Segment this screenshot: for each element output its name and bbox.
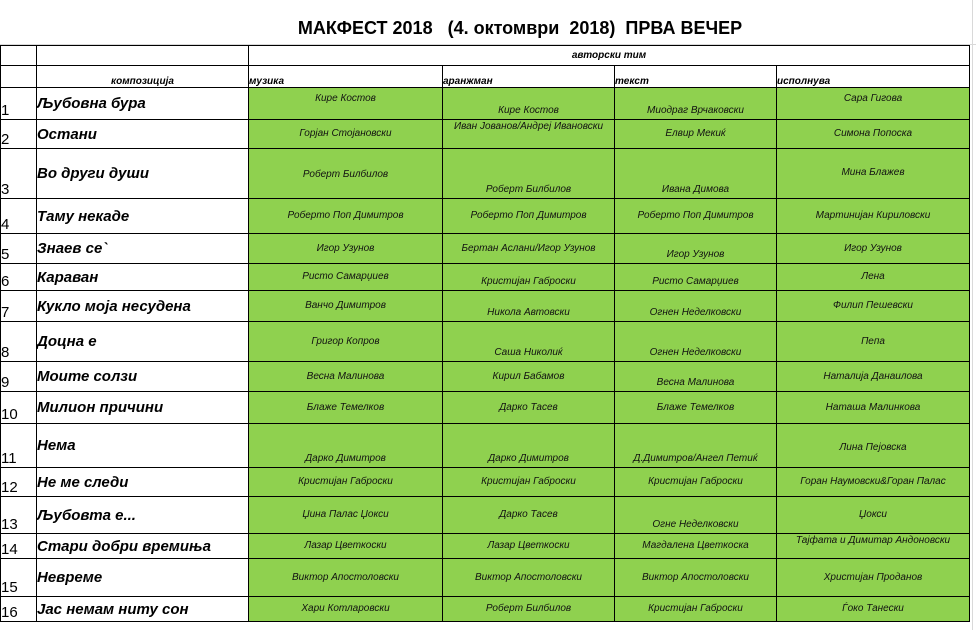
lyrics-cell[interactable]: Огне Неделковски bbox=[615, 497, 777, 534]
arrangement-cell[interactable]: Иван Јованов/Андреј Ивановски bbox=[443, 120, 615, 149]
table-row bbox=[1, 424, 970, 468]
lyrics-cell[interactable]: Ивана Димова bbox=[615, 149, 777, 199]
music-cell[interactable]: Блаже Темелков bbox=[249, 392, 443, 424]
performer-cell[interactable]: Пепа bbox=[777, 322, 970, 362]
row-number[interactable]: 8 bbox=[1, 322, 37, 362]
music-cell[interactable]: Дарко Димитров bbox=[249, 424, 443, 468]
performer-cell[interactable]: Наталија Данаилова bbox=[777, 362, 970, 392]
row-number[interactable]: 16 bbox=[1, 597, 37, 622]
table-row bbox=[1, 264, 970, 291]
row-number[interactable]: 14 bbox=[1, 534, 37, 559]
music-cell[interactable]: Виктор Апостоловски bbox=[249, 559, 443, 597]
row-number[interactable]: 9 bbox=[1, 362, 37, 392]
performer-cell[interactable]: Лена bbox=[777, 264, 970, 291]
song-title-cell[interactable]: Остани bbox=[37, 120, 249, 149]
song-title-cell[interactable]: Јас немам ниту сон bbox=[37, 597, 249, 622]
performer-cell[interactable]: Ѓоко Танески bbox=[777, 597, 970, 622]
table-row bbox=[1, 291, 970, 322]
table-row bbox=[1, 497, 970, 534]
song-title-cell[interactable]: Доцна е bbox=[37, 322, 249, 362]
song-title-cell[interactable]: Стари добри времиња bbox=[37, 534, 249, 559]
arrangement-cell[interactable]: Саша Николиќ bbox=[443, 322, 615, 362]
music-header[interactable]: музика bbox=[249, 66, 443, 88]
music-cell[interactable]: Ванчо Димитров bbox=[249, 291, 443, 322]
table-row bbox=[1, 468, 970, 497]
song-title-cell[interactable]: Во други души bbox=[37, 149, 249, 199]
performer-cell[interactable]: Филип Пешевски bbox=[777, 291, 970, 322]
lyrics-cell[interactable]: Магдалена Цветкоска bbox=[615, 534, 777, 559]
arrangement-cell[interactable]: Никола Автовски bbox=[443, 291, 615, 322]
arrangement-cell[interactable]: Кристијан Габроски bbox=[443, 264, 615, 291]
festival-table bbox=[0, 45, 970, 622]
arrangement-cell[interactable]: Роберт Билбилов bbox=[443, 597, 615, 622]
table-row bbox=[1, 597, 970, 622]
song-title-cell[interactable]: Не ме следи bbox=[37, 468, 249, 497]
lyrics-cell[interactable]: Д.Димитров/Ангел Петиќ bbox=[615, 424, 777, 468]
arrangement-cell[interactable]: Роберто Поп Димитров bbox=[443, 199, 615, 234]
header-row bbox=[1, 66, 970, 88]
arrangement-header[interactable]: аранжман bbox=[443, 66, 615, 88]
performer-cell[interactable]: Мартинијан Кириловски bbox=[777, 199, 970, 234]
arrangement-cell[interactable]: Роберт Билбилов bbox=[443, 149, 615, 199]
table-row bbox=[1, 534, 970, 559]
lyrics-header[interactable]: текст bbox=[615, 66, 777, 88]
lyrics-cell[interactable]: Миодраг Врчаковски bbox=[615, 88, 777, 120]
music-cell[interactable]: Игор Узунов bbox=[249, 234, 443, 264]
arrangement-cell[interactable]: Бертан Аслани/Игор Узунов bbox=[443, 234, 615, 264]
gridline bbox=[972, 0, 973, 630]
music-cell[interactable]: Горјан Стојановски bbox=[249, 120, 443, 149]
song-title-cell[interactable]: Таму некаде bbox=[37, 199, 249, 234]
row-number[interactable]: 15 bbox=[1, 559, 37, 597]
table-row bbox=[1, 362, 970, 392]
music-cell[interactable]: Роберт Билбилов bbox=[249, 149, 443, 199]
music-cell[interactable]: Ристо Самарџиев bbox=[249, 264, 443, 291]
composition-header[interactable]: композиција bbox=[37, 66, 249, 88]
performer-cell[interactable]: Игор Узунов bbox=[777, 234, 970, 264]
performer-cell[interactable]: Христијан Проданов bbox=[777, 559, 970, 597]
song-title-cell[interactable]: Нема bbox=[37, 424, 249, 468]
arrangement-cell[interactable]: Дарко Тасев bbox=[443, 497, 615, 534]
row-number[interactable]: 4 bbox=[1, 199, 37, 234]
row-number[interactable]: 11 bbox=[1, 424, 37, 468]
song-title-cell[interactable]: Љубовта е... bbox=[37, 497, 249, 534]
arrangement-cell[interactable]: Кристијан Габроски bbox=[443, 468, 615, 497]
lyrics-cell[interactable]: Кристијан Габроски bbox=[615, 597, 777, 622]
music-cell[interactable]: Кристијан Габроски bbox=[249, 468, 443, 497]
performer-cell[interactable]: Лина Пејовска bbox=[777, 424, 970, 468]
table-row bbox=[1, 559, 970, 597]
performer-cell[interactable]: Наташа Малинкова bbox=[777, 392, 970, 424]
performer-cell[interactable]: Симона Попоска bbox=[777, 120, 970, 149]
song-title-cell[interactable]: Невреме bbox=[37, 559, 249, 597]
lyrics-cell[interactable]: Ристо Самарџиев bbox=[615, 264, 777, 291]
performer-cell[interactable]: Сара Гигова bbox=[777, 88, 970, 120]
row-number[interactable]: 2 bbox=[1, 120, 37, 149]
header-row-top bbox=[1, 46, 970, 66]
arrangement-cell[interactable]: Виктор Апостоловски bbox=[443, 559, 615, 597]
music-cell[interactable]: Григор Копров bbox=[249, 322, 443, 362]
song-title-cell[interactable]: Милион причини bbox=[37, 392, 249, 424]
row-number[interactable]: 13 bbox=[1, 497, 37, 534]
row-number[interactable]: 5 bbox=[1, 234, 37, 264]
table-row bbox=[1, 149, 970, 199]
song-title-cell[interactable]: Караван bbox=[37, 264, 249, 291]
arrangement-cell[interactable]: Дарко Димитров bbox=[443, 424, 615, 468]
music-cell[interactable]: Роберто Поп Димитров bbox=[249, 199, 443, 234]
performer-cell[interactable]: Џокси bbox=[777, 497, 970, 534]
song-title-cell[interactable]: Љубовна бура bbox=[37, 88, 249, 120]
music-cell[interactable]: Џина Палас Џокси bbox=[249, 497, 443, 534]
song-title-cell[interactable]: Знаев се` bbox=[37, 234, 249, 264]
performer-header[interactable]: исполнува bbox=[777, 66, 970, 88]
table-row bbox=[1, 322, 970, 362]
table-row bbox=[1, 120, 970, 149]
table-row bbox=[1, 234, 970, 264]
arrangement-cell[interactable]: Лазар Цветкоски bbox=[443, 534, 615, 559]
lyrics-cell[interactable]: Виктор Апостоловски bbox=[615, 559, 777, 597]
header-blank-cell[interactable] bbox=[37, 46, 249, 66]
row-number[interactable]: 6 bbox=[1, 264, 37, 291]
lyrics-cell[interactable]: Роберто Поп Димитров bbox=[615, 199, 777, 234]
performer-cell[interactable]: Тајфата и Димитар Андоновски bbox=[777, 534, 970, 559]
lyrics-cell[interactable]: Елвир Мекиќ bbox=[615, 120, 777, 149]
arrangement-cell[interactable]: Кире Костов bbox=[443, 88, 615, 120]
song-title-cell[interactable]: Кукло моја несудена bbox=[37, 291, 249, 322]
row-number[interactable]: 7 bbox=[1, 291, 37, 322]
row-number[interactable]: 12 bbox=[1, 468, 37, 497]
lyrics-cell[interactable]: Огнен Неделковски bbox=[615, 322, 777, 362]
row-number[interactable]: 10 bbox=[1, 392, 37, 424]
performer-cell[interactable]: Мина Блажев bbox=[777, 149, 970, 199]
lyrics-cell[interactable]: Блаже Темелков bbox=[615, 392, 777, 424]
corner-cell[interactable] bbox=[1, 66, 37, 88]
corner-cell[interactable] bbox=[1, 46, 37, 66]
table-row bbox=[1, 392, 970, 424]
row-number[interactable]: 3 bbox=[1, 149, 37, 199]
music-cell[interactable]: Весна Малинова bbox=[249, 362, 443, 392]
music-cell[interactable]: Лазар Цветкоски bbox=[249, 534, 443, 559]
table-row bbox=[1, 88, 970, 120]
music-cell[interactable]: Хари Котларовски bbox=[249, 597, 443, 622]
music-cell[interactable]: Кире Костов bbox=[249, 88, 443, 120]
table-row bbox=[1, 199, 970, 234]
arrangement-cell[interactable]: Дарко Тасев bbox=[443, 392, 615, 424]
performer-cell[interactable]: Горан Наумовски&Горан Палас bbox=[777, 468, 970, 497]
row-number[interactable]: 1 bbox=[1, 88, 37, 120]
lyrics-cell[interactable]: Огнен Неделковски bbox=[615, 291, 777, 322]
song-title-cell[interactable]: Моите солзи bbox=[37, 362, 249, 392]
arrangement-cell[interactable]: Кирил Бабамов bbox=[443, 362, 615, 392]
page-title: МАКФЕСТ 2018 (4. октомври 2018) ПРВА ВЕЧЕР bbox=[297, 18, 743, 38]
lyrics-cell[interactable]: Игор Узунов bbox=[615, 234, 777, 264]
lyrics-cell[interactable]: Кристијан Габроски bbox=[615, 468, 777, 497]
lyrics-cell[interactable]: Весна Малинова bbox=[615, 362, 777, 392]
author-team-header[interactable]: авторски тим bbox=[249, 46, 970, 66]
